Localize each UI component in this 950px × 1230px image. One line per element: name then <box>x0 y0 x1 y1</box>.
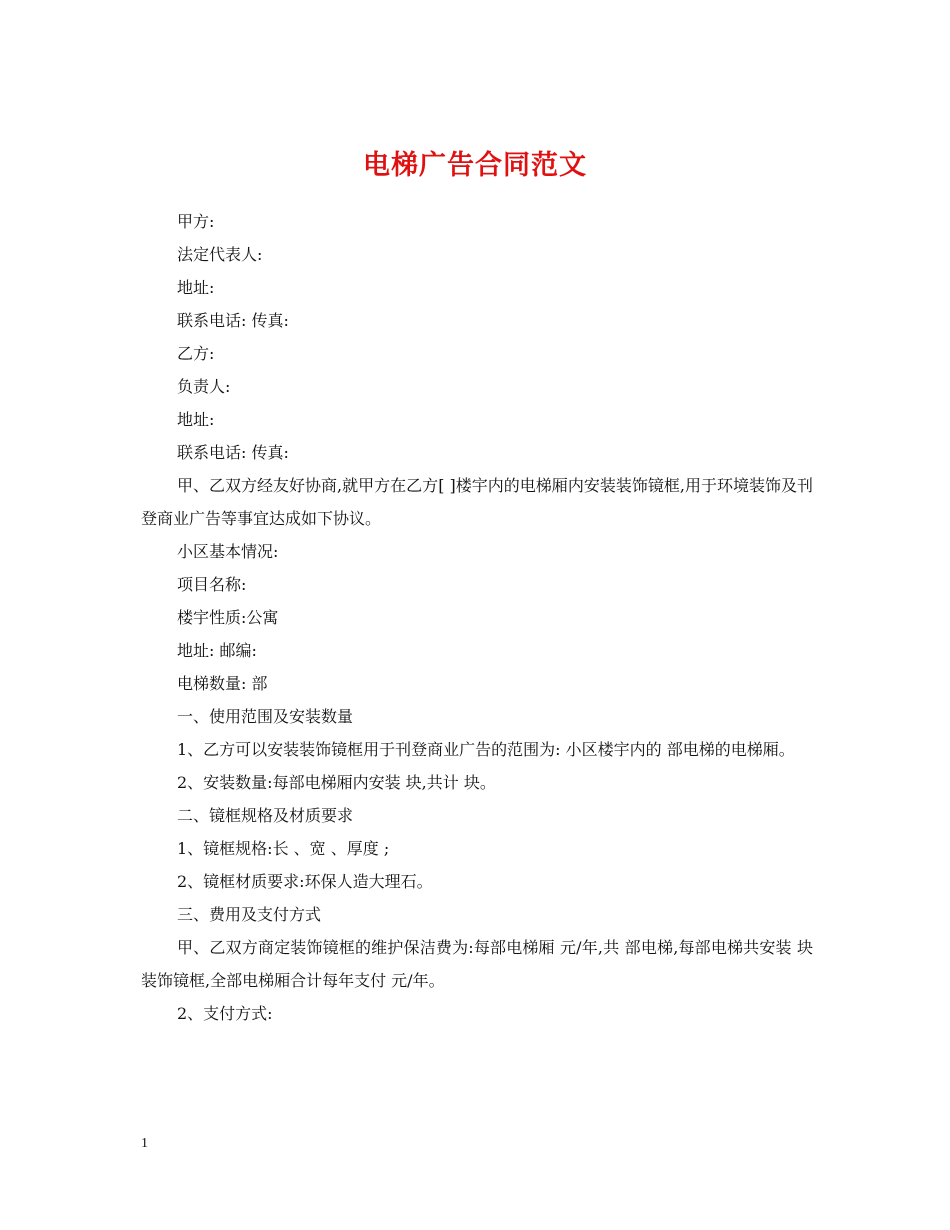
document-body <box>141 205 813 1030</box>
paragraph: 小区基本情况: <box>177 542 279 561</box>
paragraph: 联系电话: 传真: <box>177 311 289 330</box>
paragraph: 2、安装数量:每部电梯厢内安装 块,共计 块。 <box>177 773 496 792</box>
paragraph: 乙方: <box>177 344 215 363</box>
section-heading: 三、费用及支付方式 <box>177 905 322 924</box>
section-heading: 二、镜框规格及材质要求 <box>177 806 354 825</box>
page-number: 1 <box>141 1136 148 1151</box>
paragraph: 项目名称: <box>177 575 247 594</box>
paragraph: 甲方: <box>177 212 215 231</box>
paragraph: 地址: 邮编: <box>177 641 257 660</box>
section-heading: 一、使用范围及安装数量 <box>177 707 354 726</box>
paragraph: 甲、乙双方经友好协商,就甲方在乙方[ ]楼宇内的电梯厢内安装装饰镜框,用于环境装饰及刊登商业广告等事宜达成如下协议。 <box>141 476 813 528</box>
paragraph: 地址: <box>177 410 215 429</box>
paragraph: 2、支付方式: <box>177 1004 273 1023</box>
paragraph: 1、乙方可以安装装饰镜框用于刊登商业广告的范围为: 小区楼宇内的 部电梯的电梯厢。 <box>177 740 795 759</box>
page-title: 电梯广告合同范文 <box>363 150 587 182</box>
paragraph: 2、镜框材质要求:环保人造大理石。 <box>177 872 433 891</box>
paragraph: 联系电话: 传真: <box>177 443 289 462</box>
paragraph: 电梯数量: 部 <box>177 674 268 693</box>
paragraph: 地址: <box>177 278 215 297</box>
paragraph: 1、镜框规格:长 、宽 、厚度 ; <box>177 839 390 858</box>
paragraph: 甲、乙双方商定装饰镜框的维护保洁费为:每部电梯厢 元/年,共 部电梯,每部电梯共安装 块装饰镜框,全部电梯厢合计每年支付 元/年。 <box>141 938 813 990</box>
paragraph: 楼宇性质:公寓 <box>177 608 279 627</box>
paragraph: 负责人: <box>177 377 231 396</box>
paragraph: 法定代表人: <box>177 245 263 264</box>
